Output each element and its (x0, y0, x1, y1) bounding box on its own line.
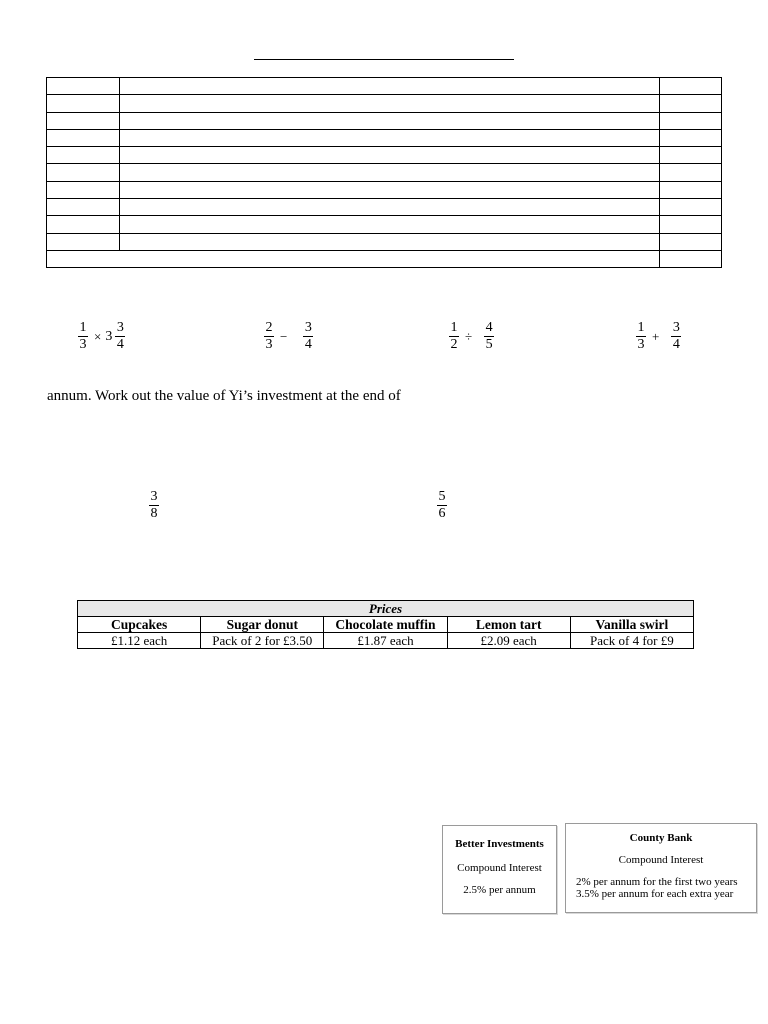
interest-rate: 2.5% per annum (463, 884, 536, 896)
prices-table-title: Prices (78, 601, 694, 617)
fraction-expression-1 (76, 320, 127, 353)
grid-cell (120, 95, 660, 112)
grid-cell (660, 129, 722, 146)
fraction: $\frac{5}{6}$ (438, 489, 446, 521)
fraction: $\frac{3}{4}$ (116, 320, 124, 352)
interest-type: Compound Interest (457, 862, 542, 874)
prices-cell: £2.09 each (447, 633, 570, 649)
fraction: $\frac{3}{4}$ (672, 320, 680, 352)
grid-cell (120, 78, 660, 95)
grid-cell (47, 199, 120, 216)
fraction: $\frac{4}{5}$ (485, 320, 493, 352)
single-fraction-1 (147, 489, 161, 522)
prices-cell: £1.12 each (78, 633, 201, 649)
grid-cell (120, 216, 660, 233)
fraction: $\frac{1}{3}$ (79, 320, 87, 352)
grid-cell (47, 78, 120, 95)
grid-row (47, 199, 722, 216)
fraction: $\frac{3}{8}$ (150, 489, 158, 521)
grid-cell (660, 164, 722, 181)
grid-cell (660, 199, 722, 216)
answer-grid (46, 77, 722, 268)
grid-cell (660, 250, 722, 267)
grid-cell (47, 95, 120, 112)
interest-rate: 3.5% per annum for each extra year (576, 888, 734, 900)
prices-header: Sugar donut (201, 617, 324, 633)
grid-cell (120, 164, 660, 181)
whole-number: 3 (105, 328, 113, 344)
grid-row (47, 112, 722, 129)
operator: + (652, 328, 660, 344)
grid-cell (660, 216, 722, 233)
operator: ÷ (465, 328, 473, 344)
prices-cell: Pack of 2 for £3.50 (201, 633, 324, 649)
prices-cell: Pack of 4 for £9 (570, 633, 693, 649)
grid-row (47, 233, 722, 250)
grid-cell (660, 233, 722, 250)
interest-type: Compound Interest (618, 854, 704, 866)
fraction-expression-4 (634, 320, 683, 353)
grid-cell (47, 216, 120, 233)
grid-cell (660, 95, 722, 112)
prices-header: Vanilla swirl (570, 617, 693, 633)
grid-row (47, 181, 722, 198)
fraction: $\frac{1}{3}$ (637, 320, 645, 352)
grid-cell (660, 147, 722, 164)
prices-table (77, 600, 694, 649)
grid-cell (47, 250, 660, 267)
grid-row (47, 216, 722, 233)
grid-cell (120, 147, 660, 164)
single-fraction-2 (435, 489, 449, 522)
grid-cell (47, 233, 120, 250)
grid-row (47, 250, 722, 267)
grid-cell (660, 78, 722, 95)
prices-cell: £1.87 each (324, 633, 447, 649)
fraction-expression-3 (447, 320, 496, 353)
grid-cell (120, 233, 660, 250)
grid-row (47, 129, 722, 146)
grid-row (47, 147, 722, 164)
bank-name: Better Investments (455, 838, 544, 850)
fraction: $\frac{3}{4}$ (304, 320, 312, 352)
title-underline (254, 59, 514, 60)
grid-cell (47, 129, 120, 146)
grid-cell (47, 112, 120, 129)
county-bank-card (565, 823, 757, 913)
grid-cell (120, 112, 660, 129)
fraction-expression-2 (262, 320, 315, 353)
grid-cell (120, 129, 660, 146)
bank-name: County Bank (629, 832, 693, 844)
operator: × (94, 328, 102, 344)
prices-header: Cupcakes (78, 617, 201, 633)
grid-cell (660, 112, 722, 129)
prices-header: Chocolate muffin (324, 617, 447, 633)
grid-cell (47, 164, 120, 181)
grid-cell (47, 147, 120, 164)
interest-rate: 2% per annum for the first two years (576, 876, 738, 888)
fraction: $\frac{1}{2}$ (450, 320, 458, 352)
grid-cell (47, 181, 120, 198)
fraction: $\frac{2}{3}$ (265, 320, 273, 352)
grid-row (47, 164, 722, 181)
grid-cell (120, 199, 660, 216)
grid-row (47, 78, 722, 95)
operator: − (280, 328, 288, 344)
question-text: annum. Work out the value of Yi’s investment at the end of (47, 388, 401, 404)
prices-header: Lemon tart (447, 617, 570, 633)
better-investments-card (442, 825, 557, 914)
grid-cell (660, 181, 722, 198)
grid-cell (120, 181, 660, 198)
grid-row (47, 95, 722, 112)
